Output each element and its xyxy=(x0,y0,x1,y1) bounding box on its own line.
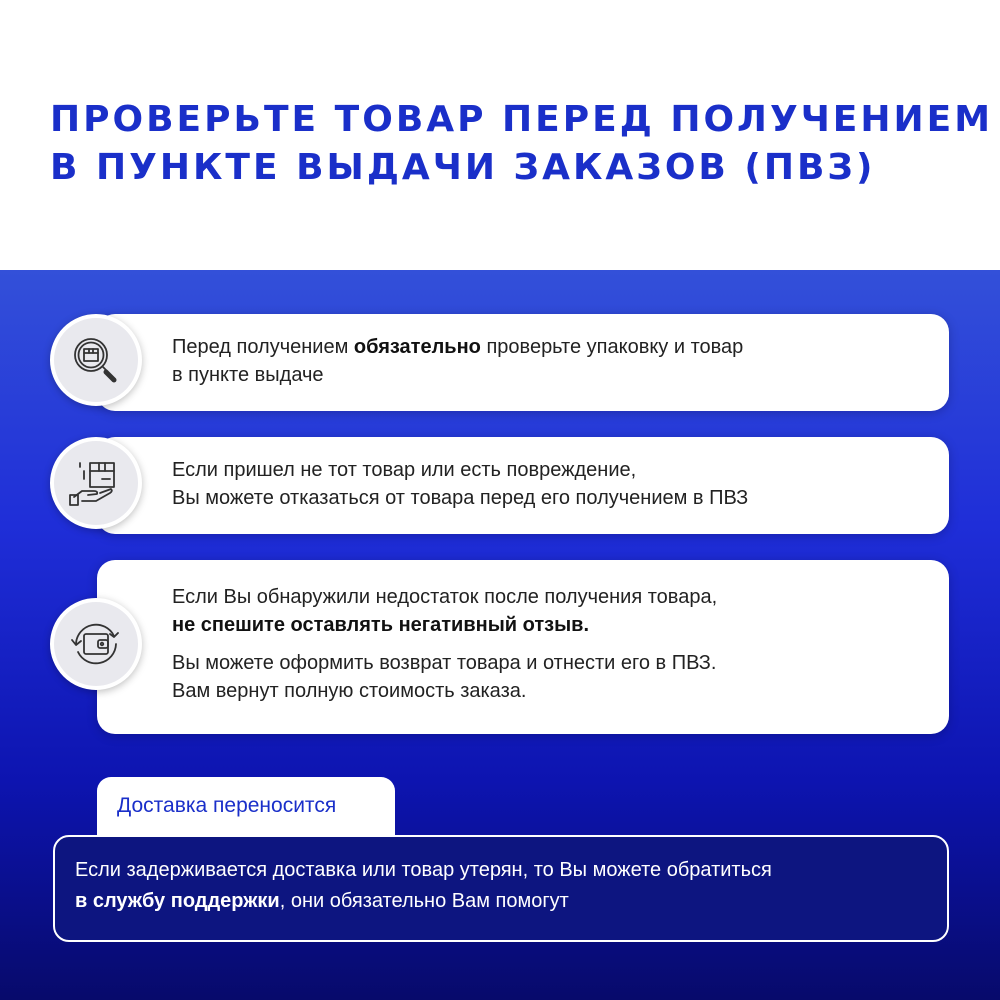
magnifier-box-icon xyxy=(50,314,142,406)
support-box xyxy=(53,835,949,942)
wallet-return-icon xyxy=(50,598,142,690)
info-card-return-text: Если Вы обнаружили недостаток после получения товара, не спешите оставлять негативный отзыв. Вы можете оформить возврат товара и отнести его в ПВЗ. Вам вернут полную стоимость заказа. xyxy=(172,586,718,702)
page-title xyxy=(50,96,994,192)
info-card-inspect-text: Перед получением обязательно проверьте упаковку и товар в пункте выдаче xyxy=(172,336,744,386)
info-card-inspect xyxy=(97,314,949,411)
box-hand-icon xyxy=(50,437,142,529)
support-text: Если задерживается доставка или товар утерян, то Вы можете обратиться в службу поддержки, они обязательно Вам помогут xyxy=(75,859,772,912)
delivery-tab-label: Доставка переносится xyxy=(97,777,395,837)
page-title-line-2: В ПУНКТЕ ВЫДАЧИ ЗАКАЗОВ (ПВЗ) xyxy=(50,147,876,188)
info-card-return xyxy=(97,560,949,734)
header xyxy=(0,0,1000,270)
info-card-refuse-text: Если пришел не тот товар или есть повреждение, Вы можете отказаться от товара перед его получением в ПВЗ xyxy=(172,459,749,509)
info-card-refuse xyxy=(97,437,949,534)
page-title-line-1: ПРОВЕРЬТЕ ТОВАР ПЕРЕД ПОЛУЧЕНИЕМ xyxy=(50,99,994,140)
